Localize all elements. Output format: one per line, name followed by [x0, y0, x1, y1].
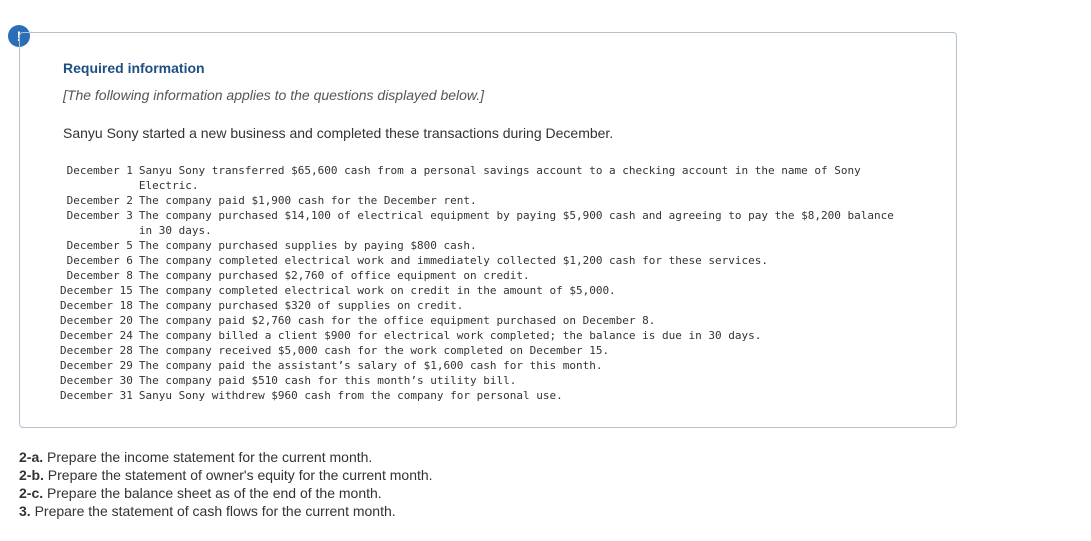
transaction-description: The company paid $510 cash for this month’s utility bill. — [138, 374, 517, 387]
transaction-description: The company purchased $14,100 of electrical equipment by paying $5,900 cash and agreeing to pay the $8,200 balance in 30 days. — [138, 209, 894, 237]
transaction-date: December 29 — [60, 359, 133, 372]
transaction-row — [60, 283, 909, 298]
question-text: Prepare the statement of cash flows for the current month. — [34, 503, 396, 519]
transaction-description: The company purchased supplies by paying $800 cash. — [138, 239, 477, 252]
question-label: 2-c. — [19, 485, 44, 501]
intro-text: Sanyu Sony started a new business and completed these transactions during December. — [63, 125, 614, 141]
question-item — [19, 502, 433, 520]
transaction-description: The company purchased $320 of supplies on credit. — [138, 299, 464, 312]
info-note: [The following information applies to the questions displayed below.] — [63, 87, 485, 103]
transaction-row — [60, 238, 909, 253]
transaction-date: December 2 — [66, 194, 133, 207]
transaction-date: December 6 — [66, 254, 133, 267]
transaction-row — [60, 253, 909, 268]
transaction-description: The company completed electrical work and immediately collected $1,200 cash for these services. — [138, 254, 769, 267]
transaction-row — [60, 193, 909, 208]
transaction-description: Sanyu Sony withdrew $960 cash from the company for personal use. — [138, 389, 563, 402]
question-text: Prepare the statement of owner's equity for the current month. — [47, 467, 433, 483]
question-item — [19, 466, 433, 484]
transaction-date: December 5 — [66, 239, 133, 252]
transaction-description: The company purchased $2,760 of office equipment on credit. — [138, 269, 530, 282]
transaction-row — [60, 358, 909, 373]
transactions-table — [60, 163, 909, 403]
transaction-row — [60, 328, 909, 343]
transaction-row — [60, 298, 909, 313]
question-label: 2-a. — [19, 449, 44, 465]
transaction-row — [60, 268, 909, 283]
question-item — [19, 484, 433, 502]
transaction-date: December 28 — [60, 344, 133, 357]
question-label: 3. — [19, 503, 31, 519]
exclamation-icon: ! — [8, 25, 30, 47]
transaction-date: December 30 — [60, 374, 133, 387]
transaction-date: December 15 — [60, 284, 133, 297]
transaction-date: December 31 — [60, 389, 133, 402]
transaction-date: December 18 — [60, 299, 133, 312]
question-label: 2-b. — [19, 467, 44, 483]
transaction-row — [60, 388, 909, 403]
transaction-date: December 3 — [66, 209, 133, 222]
transaction-row — [60, 343, 909, 358]
transaction-row — [60, 163, 909, 193]
transaction-description: Sanyu Sony transferred $65,600 cash from a personal savings account to a checking account in the name of Sony Electric. — [138, 164, 861, 192]
info-title: Required information — [63, 60, 205, 76]
transaction-description: The company billed a client $900 for electrical work completed; the balance is due in 30 days. — [138, 329, 762, 342]
question-item — [19, 448, 433, 466]
question-text: Prepare the income statement for the current month. — [47, 449, 373, 465]
transaction-description: The company paid $2,760 cash for the office equipment purchased on December 8. — [138, 314, 656, 327]
transaction-description: The company received $5,000 cash for the work completed on December 15. — [138, 344, 610, 357]
required-information-panel — [19, 32, 957, 428]
transaction-description: The company paid $1,900 cash for the December rent. — [138, 194, 477, 207]
transaction-date: December 24 — [60, 329, 133, 342]
transaction-date: December 8 — [66, 269, 133, 282]
question-text: Prepare the balance sheet as of the end of the month. — [47, 485, 382, 501]
transaction-date: December 20 — [60, 314, 133, 327]
transaction-description: The company paid the assistant’s salary of $1,600 cash for this month. — [138, 359, 603, 372]
transaction-row — [60, 208, 909, 238]
transaction-date: December 1 — [66, 164, 133, 177]
transaction-row — [60, 373, 909, 388]
question-list — [19, 448, 433, 520]
transaction-description: The company completed electrical work on credit in the amount of $5,000. — [138, 284, 616, 297]
transaction-row — [60, 313, 909, 328]
